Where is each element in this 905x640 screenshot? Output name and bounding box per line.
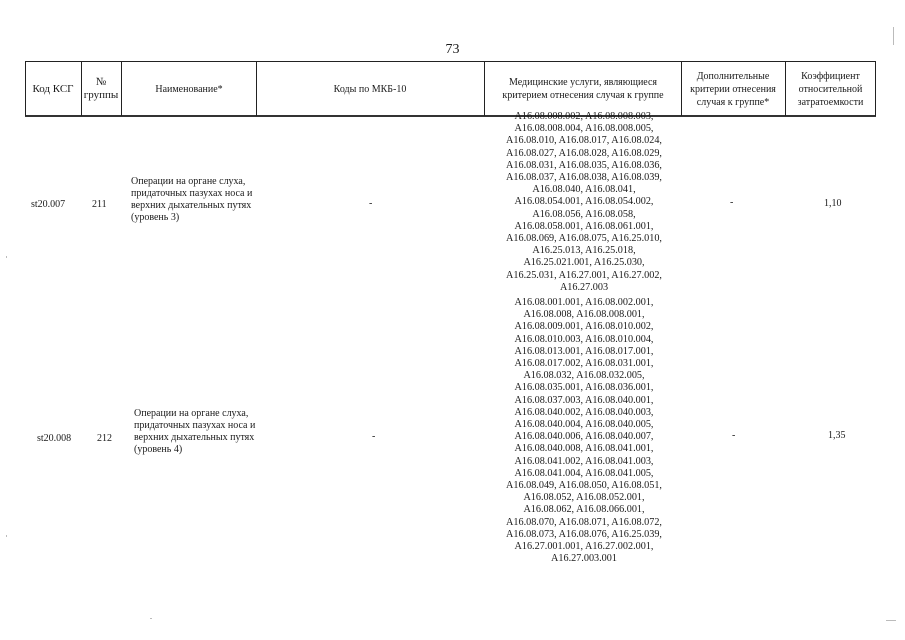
service-code-line: A16.08.037, A16.08.038, A16.08.039,: [506, 172, 662, 184]
row2-code: st20.008: [37, 433, 72, 444]
row2-name: Операции на органе слуха, придаточных пазухах носа и верхних дыхательных путях (уровень 4): [134, 408, 256, 455]
row1-icd: -: [369, 198, 373, 209]
header-bottom-border: [25, 115, 876, 117]
service-code-line: A16.08.032, A16.08.032.005,: [523, 370, 645, 382]
col-divider-6: [785, 61, 786, 116]
row2-services: [480, 297, 688, 565]
col-divider-3: [256, 61, 257, 116]
header-group: № группы: [83, 76, 119, 101]
service-code-line: A16.27.001.001, A16.27.002.001,: [514, 541, 654, 553]
service-code-line: A16.08.001.001, A16.08.002.001,: [514, 297, 654, 308]
row1-services: [480, 111, 688, 294]
row2-coef: 1,35: [828, 430, 846, 441]
page-number: 73: [445, 42, 460, 57]
header-name: Наименование*: [155, 83, 223, 95]
service-code-line: A16.08.041.004, A16.08.041.005,: [514, 467, 654, 479]
service-code-line: A16.08.027, A16.08.028, A16.08.029,: [506, 147, 662, 159]
service-code-line: A16.27.003: [559, 281, 609, 293]
service-code-line: A16.08.008.004, A16.08.008.005,: [514, 123, 654, 135]
service-code-line: A16.08.040.004, A16.08.040.005,: [514, 419, 654, 431]
service-code-line: A16.08.073, A16.08.076, A16.25.039,: [506, 528, 662, 540]
table-top-border: [25, 61, 876, 62]
row1-group: 211: [92, 199, 107, 210]
service-code-line: A16.08.040.002, A16.08.040.003,: [514, 406, 654, 418]
col-divider-5: [681, 61, 682, 116]
service-code-line: A16.08.008, A16.08.008.001,: [523, 309, 645, 321]
header-icd: Коды по МКБ-10: [333, 83, 407, 95]
service-code-line: A16.08.040.008, A16.08.041.001,: [514, 443, 654, 455]
header-coef: Коэффициент относительной затратоемкости: [797, 70, 864, 108]
col-divider-2: [121, 61, 122, 116]
service-code-line: A16.08.017.002, A16.08.031.001,: [514, 358, 654, 370]
row1-coef: 1,10: [824, 198, 842, 209]
scan-speck: [6, 535, 7, 537]
col-divider-7: [875, 61, 876, 116]
service-code-line: A16.08.062, A16.08.066.001,: [523, 504, 645, 516]
row1-name: Операции на органе слуха, придаточных пазухах носа и верхних дыхательных путях (уровень 3): [131, 176, 253, 223]
service-code-line: A16.08.035.001, A16.08.036.001,: [514, 382, 654, 394]
service-code-line: A16.08.052, A16.08.052.001,: [523, 492, 645, 504]
service-code-line: A16.25.031, A16.27.001, A16.27.002,: [506, 269, 662, 281]
scan-speck: [886, 620, 896, 621]
service-code-line: A16.08.040, A16.08.041,: [532, 184, 636, 196]
service-code-line: A16.27.003.001: [551, 553, 617, 565]
scan-speck: [150, 618, 152, 619]
service-code-line: A16.08.037.003, A16.08.040.001,: [514, 394, 654, 406]
service-code-line: A16.08.040.006, A16.08.040.007,: [514, 431, 654, 443]
service-code-line: A16.08.031, A16.08.035, A16.08.036,: [506, 159, 662, 171]
service-code-line: A16.25.013, A16.25.018,: [532, 245, 636, 257]
scan-speck: [893, 27, 894, 45]
service-code-line: A16.08.041.002, A16.08.041.003,: [514, 455, 654, 467]
col-divider-0: [25, 61, 26, 116]
row1-code: st20.007: [31, 199, 66, 210]
header-extra: Дополнительные критерии отнесения случая к группе*: [690, 70, 776, 108]
service-code-line: A16.08.008.002, A16.08.008.003,: [514, 111, 654, 122]
service-code-line: A16.08.054.001, A16.08.054.002,: [514, 196, 654, 208]
row2-extra: -: [732, 430, 736, 441]
service-code-line: A16.08.010, A16.08.017, A16.08.024,: [506, 135, 662, 147]
service-code-line: A16.25.021.001, A16.25.030,: [523, 257, 645, 269]
header-code: Код КСГ: [32, 82, 74, 95]
header-services: Медицинские услуги, являющиеся критерием отнесения случая к группе: [502, 77, 664, 101]
col-divider-4: [484, 61, 485, 116]
service-code-line: A16.08.010.003, A16.08.010.004,: [514, 333, 654, 345]
service-code-line: A16.08.009.001, A16.08.010.002,: [514, 321, 654, 333]
col-divider-1: [81, 61, 82, 116]
row1-extra: -: [730, 197, 734, 208]
service-code-line: A16.08.058.001, A16.08.061.001,: [514, 220, 654, 232]
service-code-line: A16.08.013.001, A16.08.017.001,: [514, 345, 654, 357]
row2-icd: -: [372, 431, 376, 442]
service-code-line: A16.08.056, A16.08.058,: [532, 208, 636, 220]
row2-group: 212: [97, 433, 112, 444]
service-code-line: A16.08.069, A16.08.075, A16.25.010,: [506, 233, 662, 245]
service-code-line: A16.08.049, A16.08.050, A16.08.051,: [506, 480, 662, 492]
service-code-line: A16.08.070, A16.08.071, A16.08.072,: [506, 516, 662, 528]
scan-speck: [6, 256, 7, 258]
